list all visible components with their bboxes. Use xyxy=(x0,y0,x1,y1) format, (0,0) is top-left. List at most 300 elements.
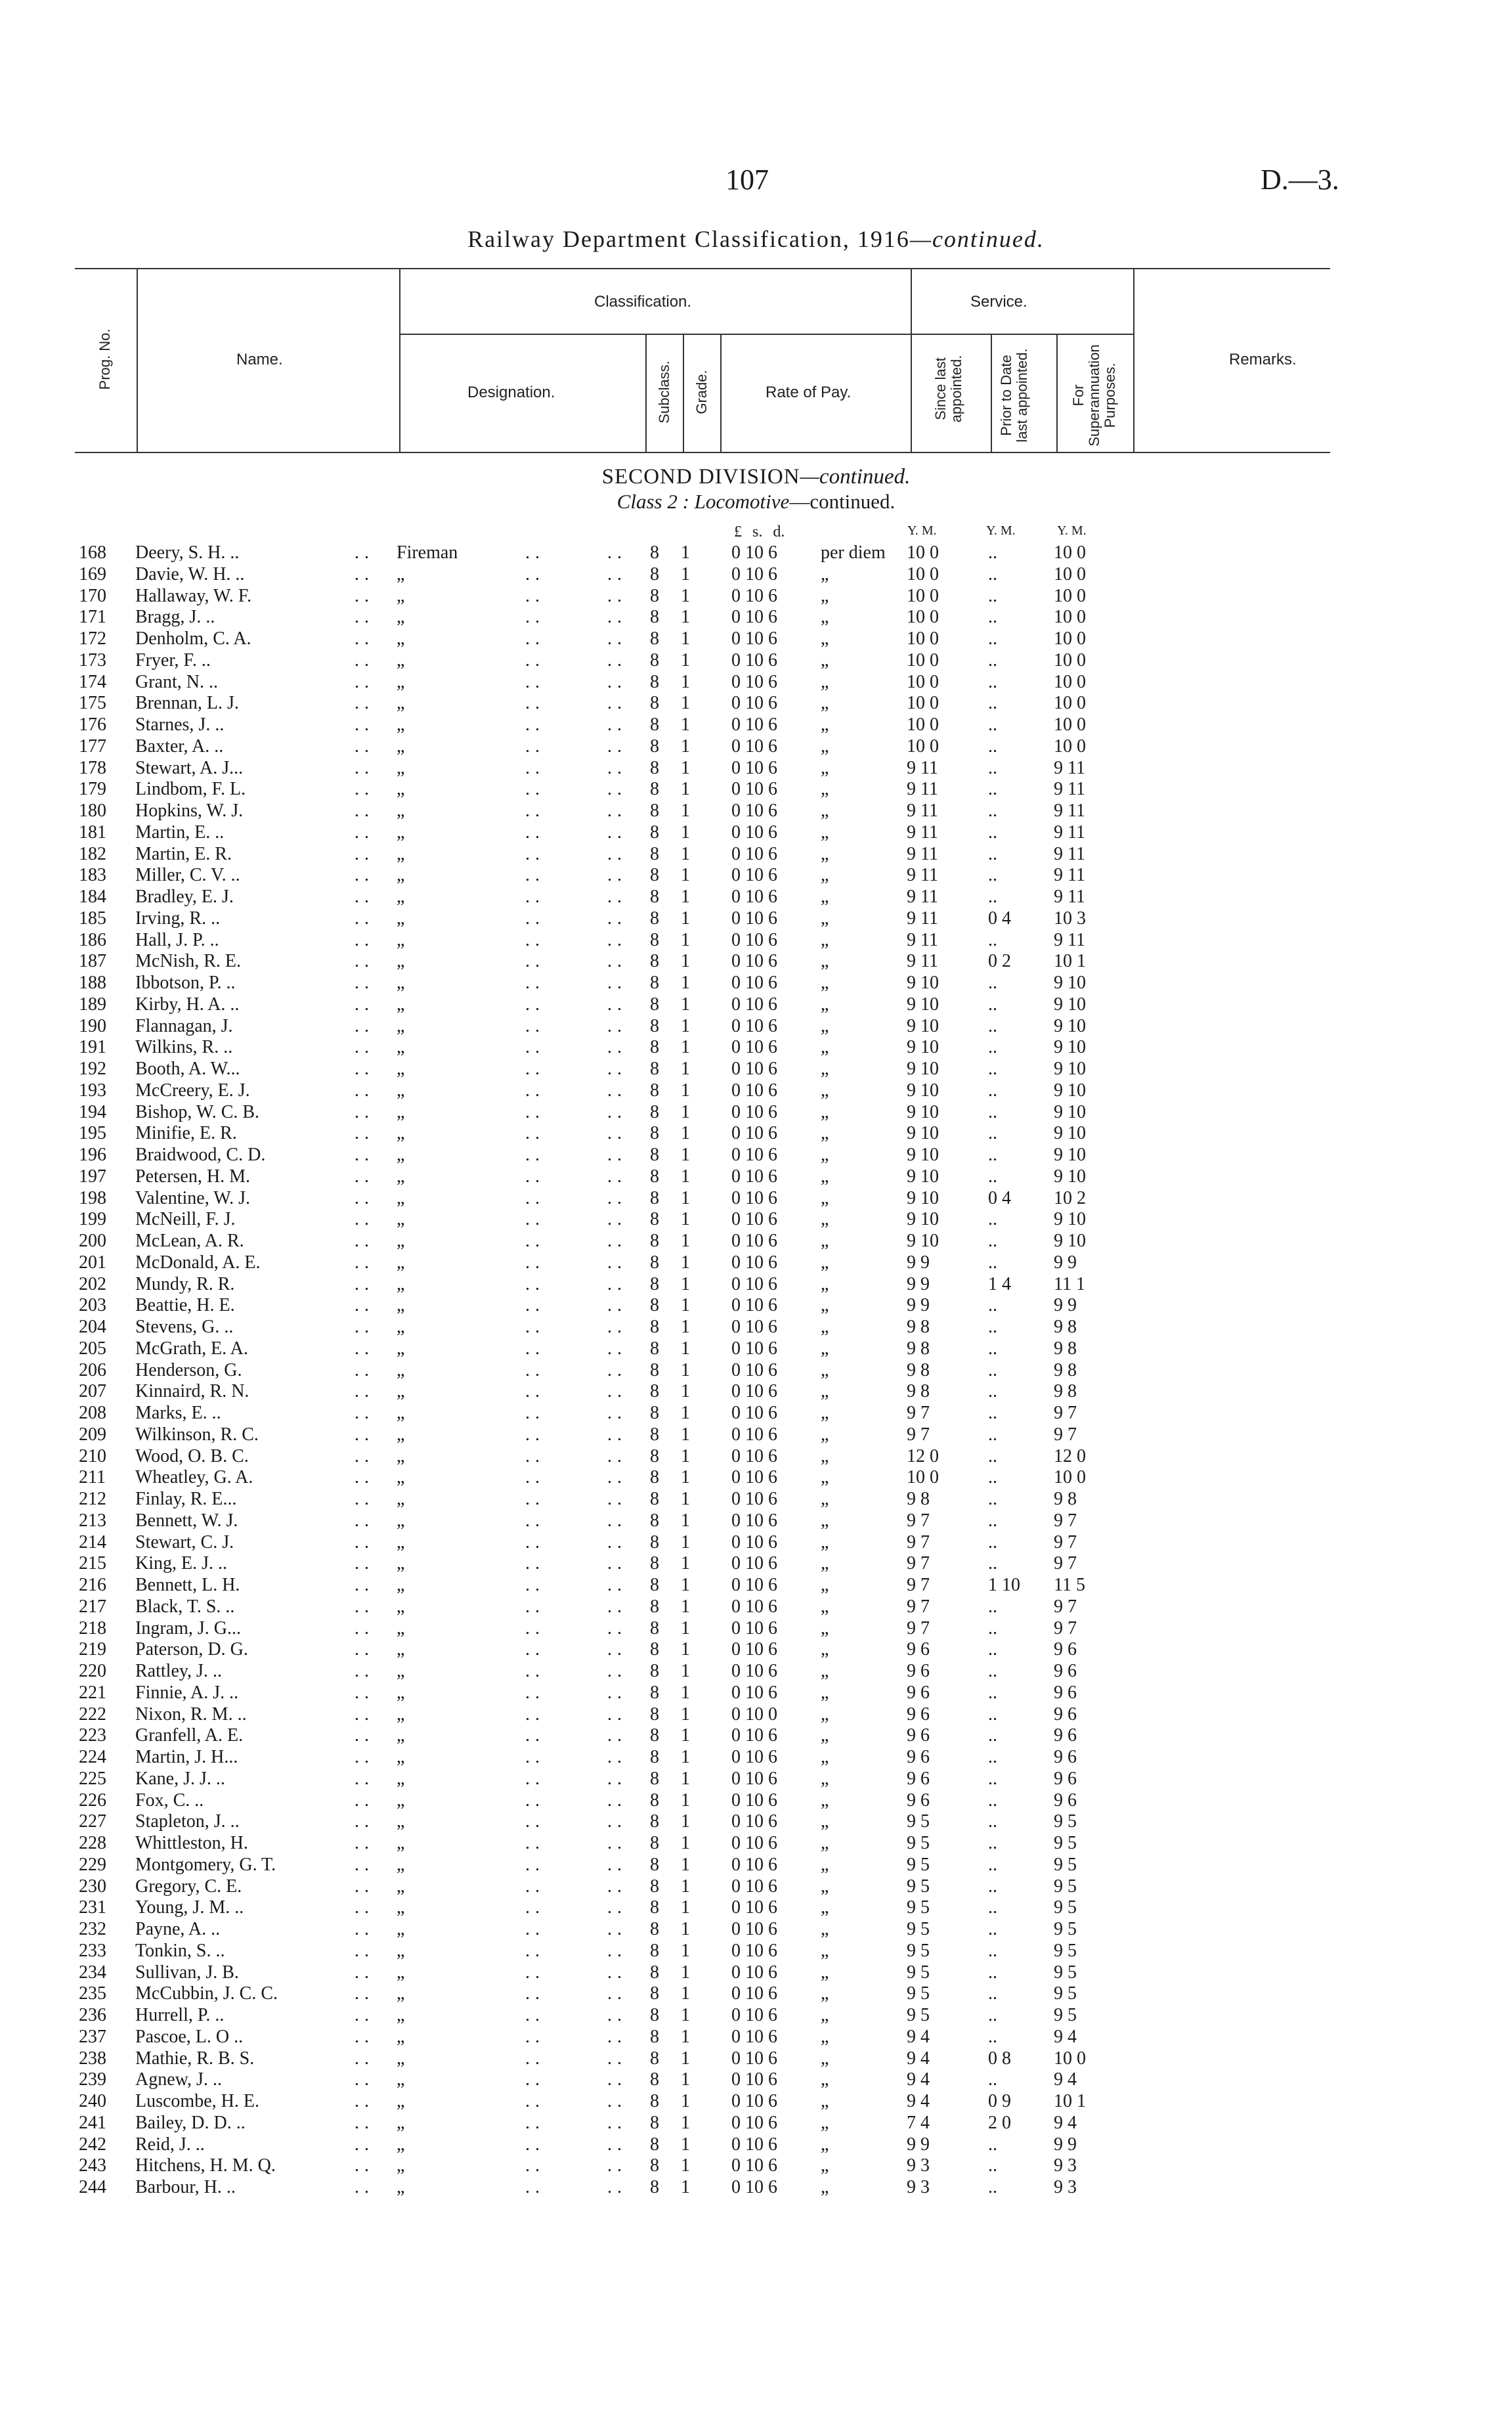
grade: 1 xyxy=(681,1209,690,1230)
service-since-last: 9 5 xyxy=(907,1833,930,1853)
col-divider xyxy=(1133,268,1134,452)
table-row xyxy=(0,1188,1512,1210)
leader-dots: .. xyxy=(525,1790,545,1811)
leader-dots: .. xyxy=(607,649,627,671)
leader-dots: .. xyxy=(355,1187,374,1208)
name: Kinnaird, R. N. xyxy=(135,1381,249,1402)
service-since-last: 9 5 xyxy=(907,1876,930,1897)
leader-dots: .. xyxy=(355,843,374,864)
leader-dots: .. xyxy=(607,1919,627,1939)
leader-dots: .. xyxy=(355,2091,374,2111)
designation: „ xyxy=(397,994,405,1015)
table-row xyxy=(0,1037,1512,1059)
service-superannuation: 9 9 xyxy=(1054,2134,1077,2155)
prog-no: 205 xyxy=(79,1338,106,1359)
subclass: 8 xyxy=(650,1231,659,1251)
leader-dots: .. xyxy=(355,1596,374,1617)
rate-of-pay: 0 10 6 xyxy=(731,1617,777,1639)
designation: „ xyxy=(397,563,405,584)
leader-dots: .. xyxy=(525,1166,545,1187)
service-superannuation: 10 0 xyxy=(1054,585,1086,606)
leader-dots: .. xyxy=(607,2069,627,2090)
leader-dots: .. xyxy=(525,1252,545,1273)
pay-period: „ xyxy=(821,1747,829,1767)
designation: „ xyxy=(397,951,405,972)
leader-dots: .. xyxy=(607,1273,627,1294)
rate-of-pay: 0 10 0 xyxy=(731,1704,777,1725)
pay-period: „ xyxy=(821,671,829,692)
name: Minifie, E. R. xyxy=(135,1123,237,1144)
leader-dots: .. xyxy=(355,585,374,606)
rate-of-pay: 0 10 6 xyxy=(731,1639,777,1660)
rate-of-pay: 0 10 6 xyxy=(731,2091,777,2111)
table-row xyxy=(0,1467,1512,1489)
page-number: 107 xyxy=(725,164,769,196)
name: Luscombe, H. E. xyxy=(135,2091,259,2111)
pay-period: „ xyxy=(821,973,829,993)
leader-dots: .. xyxy=(607,1811,627,1832)
subclass: 8 xyxy=(650,2155,659,2176)
service-prior: .. xyxy=(988,542,997,563)
subclass: 8 xyxy=(650,1553,659,1574)
col-grade: Grade. xyxy=(693,370,710,414)
leader-dots: .. xyxy=(355,1101,374,1122)
grade: 1 xyxy=(681,649,690,671)
leader-dots: .. xyxy=(525,1833,545,1853)
service-superannuation: 9 7 xyxy=(1054,1553,1077,1574)
designation: „ xyxy=(397,1338,405,1359)
leader-dots: .. xyxy=(607,951,627,972)
leader-dots: .. xyxy=(355,865,374,886)
service-superannuation: 10 0 xyxy=(1054,542,1086,563)
leader-dots: .. xyxy=(355,2005,374,2025)
col-divider xyxy=(991,334,992,452)
rate-of-pay: 0 10 6 xyxy=(731,1424,777,1445)
grade: 1 xyxy=(681,1359,690,1380)
service-superannuation: 9 6 xyxy=(1054,1768,1077,1789)
leader-dots: .. xyxy=(355,1617,374,1639)
prog-no: 233 xyxy=(79,1940,106,1961)
grade: 1 xyxy=(681,1940,690,1961)
subclass: 8 xyxy=(650,736,659,757)
name: Bragg, J. .. xyxy=(135,607,215,628)
prog-no: 170 xyxy=(79,585,106,606)
rate-of-pay: 0 10 6 xyxy=(731,649,777,671)
table-row xyxy=(0,1016,1512,1038)
rate-of-pay: 0 10 6 xyxy=(731,2005,777,2025)
prog-no: 181 xyxy=(79,822,106,843)
service-since-last: 9 4 xyxy=(907,2048,930,2069)
leader-dots: .. xyxy=(525,1059,545,1079)
pay-period: „ xyxy=(821,1123,829,1144)
service-prior: .. xyxy=(988,1403,997,1423)
rate-of-pay: 0 10 6 xyxy=(731,1510,777,1531)
service-superannuation: 9 10 xyxy=(1054,1080,1086,1101)
table-row xyxy=(0,1941,1512,1962)
table-row xyxy=(0,908,1512,930)
grade: 1 xyxy=(681,1919,690,1939)
pay-period: „ xyxy=(821,2069,829,2090)
service-superannuation: 10 0 xyxy=(1054,715,1086,735)
service-prior: .. xyxy=(988,1768,997,1789)
leader-dots: .. xyxy=(607,1531,627,1552)
prog-no: 208 xyxy=(79,1403,106,1423)
name: Kane, J. J. .. xyxy=(135,1768,225,1789)
rate-of-pay: 0 10 6 xyxy=(731,2026,777,2047)
prog-no: 179 xyxy=(79,779,106,800)
rate-of-pay: 0 10 6 xyxy=(731,1661,777,1681)
leader-dots: .. xyxy=(525,1231,545,1251)
leader-dots: .. xyxy=(355,736,374,757)
leader-dots: .. xyxy=(355,1338,374,1359)
service-since-last: 9 6 xyxy=(907,1747,930,1767)
service-since-last: 9 11 xyxy=(907,865,938,886)
designation: „ xyxy=(397,1510,405,1531)
service-superannuation: 9 9 xyxy=(1054,1295,1077,1316)
prog-no: 226 xyxy=(79,1790,106,1811)
prog-no: 192 xyxy=(79,1059,106,1079)
service-superannuation: 9 10 xyxy=(1054,1123,1086,1144)
service-superannuation: 9 5 xyxy=(1054,1919,1077,1939)
rate-of-pay: 0 10 6 xyxy=(731,1317,777,1337)
name: Miller, C. V. .. xyxy=(135,865,240,886)
leader-dots: .. xyxy=(525,1424,545,1445)
service-since-last: 9 6 xyxy=(907,1639,930,1660)
grade: 1 xyxy=(681,607,690,628)
leader-dots: .. xyxy=(607,1962,627,1983)
subclass: 8 xyxy=(650,1768,659,1789)
service-prior: .. xyxy=(988,736,997,757)
leader-dots: .. xyxy=(525,801,545,821)
service-superannuation: 10 0 xyxy=(1054,671,1086,692)
leader-dots: .. xyxy=(525,671,545,692)
prog-no: 178 xyxy=(79,757,106,778)
service-since-last: 10 0 xyxy=(907,1467,939,1488)
pay-period: „ xyxy=(821,1962,829,1983)
leader-dots: .. xyxy=(607,1467,627,1488)
designation: „ xyxy=(397,1295,405,1316)
rate-of-pay: 0 10 6 xyxy=(731,1962,777,1983)
pay-period: „ xyxy=(821,951,829,972)
service-prior: .. xyxy=(988,1553,997,1574)
table-row xyxy=(0,1855,1512,1876)
subclass: 8 xyxy=(650,1101,659,1122)
grade: 1 xyxy=(681,994,690,1015)
rate-of-pay: 0 10 6 xyxy=(731,1252,777,1273)
leader-dots: .. xyxy=(525,607,545,628)
designation: „ xyxy=(397,1811,405,1832)
subclass: 8 xyxy=(650,585,659,606)
service-prior: .. xyxy=(988,1295,997,1316)
subclass: 8 xyxy=(650,1876,659,1897)
leader-dots: .. xyxy=(355,908,374,929)
pay-period: „ xyxy=(821,1983,829,2004)
table-row xyxy=(0,1381,1512,1403)
name: Wood, O. B. C. xyxy=(135,1445,249,1466)
service-superannuation: 9 5 xyxy=(1054,1833,1077,1853)
leader-dots: .. xyxy=(607,1747,627,1767)
leader-dots: .. xyxy=(525,649,545,671)
service-since-last: 9 8 xyxy=(907,1338,930,1359)
col-prog-no: Prog. No. xyxy=(97,328,113,390)
leader-dots: .. xyxy=(355,2048,374,2069)
table-row xyxy=(0,1489,1512,1510)
prog-no: 172 xyxy=(79,628,106,649)
rate-of-pay: 0 10 6 xyxy=(731,929,777,950)
grade: 1 xyxy=(681,2005,690,2025)
designation: „ xyxy=(397,1833,405,1853)
leader-dots: .. xyxy=(525,1876,545,1897)
designation: „ xyxy=(397,2091,405,2111)
subclass: 8 xyxy=(650,671,659,692)
name: Starnes, J. .. xyxy=(135,715,225,735)
grade: 1 xyxy=(681,2155,690,2176)
leader-dots: .. xyxy=(607,2026,627,2047)
prog-no: 241 xyxy=(79,2112,106,2133)
service-superannuation: 9 10 xyxy=(1054,1231,1086,1251)
service-prior: 0 8 xyxy=(988,2048,1011,2069)
rate-of-pay: 0 10 6 xyxy=(731,1768,777,1789)
service-since-last: 9 9 xyxy=(907,1273,930,1294)
service-since-last: 9 11 xyxy=(907,887,938,907)
leader-dots: .. xyxy=(355,1317,374,1337)
leader-dots: .. xyxy=(607,1295,627,1316)
service-superannuation: 9 6 xyxy=(1054,1639,1077,1660)
pay-period: „ xyxy=(821,1704,829,1725)
table-row xyxy=(0,1769,1512,1790)
prog-no: 200 xyxy=(79,1231,106,1251)
prog-no: 222 xyxy=(79,1704,106,1725)
leader-dots: .. xyxy=(525,757,545,778)
since-units: Y. M. xyxy=(907,523,937,538)
table-row xyxy=(0,758,1512,780)
service-since-last: 9 10 xyxy=(907,1015,939,1036)
leader-dots: .. xyxy=(607,1015,627,1036)
table-row xyxy=(0,2091,1512,2113)
rate-of-pay: 0 10 6 xyxy=(731,1015,777,1036)
service-since-last: 9 6 xyxy=(907,1725,930,1746)
rate-of-pay: 0 10 6 xyxy=(731,585,777,606)
designation: „ xyxy=(397,2048,405,2069)
leader-dots: .. xyxy=(607,1123,627,1144)
col-rate-of-pay: Rate of Pay. xyxy=(766,384,852,401)
pay-period: „ xyxy=(821,2155,829,2176)
table-row xyxy=(0,1897,1512,1919)
grade: 1 xyxy=(681,1273,690,1294)
service-since-last: 9 4 xyxy=(907,2091,930,2111)
service-prior: .. xyxy=(988,1059,997,1079)
pay-period: „ xyxy=(821,843,829,864)
leader-dots: .. xyxy=(607,1359,627,1380)
service-superannuation: 9 7 xyxy=(1054,1617,1077,1639)
service-prior: .. xyxy=(988,1489,997,1509)
designation: „ xyxy=(397,1725,405,1746)
prog-no: 214 xyxy=(79,1531,106,1552)
prog-no: 182 xyxy=(79,843,106,864)
table-row xyxy=(0,628,1512,650)
leader-dots: .. xyxy=(355,1704,374,1725)
designation: „ xyxy=(397,843,405,864)
subclass: 8 xyxy=(650,1639,659,1660)
rate-of-pay: 0 10 6 xyxy=(731,1403,777,1423)
subclass: 8 xyxy=(650,1445,659,1466)
grade: 1 xyxy=(681,1617,690,1639)
leader-dots: .. xyxy=(525,843,545,864)
leader-dots: .. xyxy=(607,1489,627,1509)
leader-dots: .. xyxy=(355,1639,374,1660)
designation: „ xyxy=(397,1747,405,1767)
service-prior: 0 2 xyxy=(988,951,1011,972)
leader-dots: .. xyxy=(355,929,374,950)
service-since-last: 9 7 xyxy=(907,1553,930,1574)
service-prior: .. xyxy=(988,1897,997,1918)
designation: „ xyxy=(397,1531,405,1552)
pay-period: „ xyxy=(821,994,829,1015)
prog-no: 230 xyxy=(79,1876,106,1897)
service-superannuation: 9 6 xyxy=(1054,1682,1077,1703)
prog-no: 213 xyxy=(79,1510,106,1531)
designation: „ xyxy=(397,1790,405,1811)
pay-period: „ xyxy=(821,1445,829,1466)
service-prior: .. xyxy=(988,1080,997,1101)
prog-no: 193 xyxy=(79,1080,106,1101)
designation: „ xyxy=(397,1381,405,1402)
leader-dots: .. xyxy=(355,1553,374,1574)
subclass: 8 xyxy=(650,865,659,886)
col-divider xyxy=(137,268,138,452)
table-row xyxy=(0,2177,1512,2199)
pay-period: „ xyxy=(821,908,829,929)
prog-no: 231 xyxy=(79,1897,106,1918)
service-prior: .. xyxy=(988,1123,997,1144)
col-service: Service. xyxy=(970,293,1027,311)
pay-period: „ xyxy=(821,1510,829,1531)
leader-dots: .. xyxy=(525,1080,545,1101)
service-prior: .. xyxy=(988,843,997,864)
rate-of-pay: 0 10 6 xyxy=(731,1059,777,1079)
grade: 1 xyxy=(681,1682,690,1703)
service-since-last: 10 0 xyxy=(907,693,939,714)
name: Martin, J. H... xyxy=(135,1747,238,1767)
subclass: 8 xyxy=(650,628,659,649)
name: Black, T. S. .. xyxy=(135,1596,235,1617)
service-since-last: 10 0 xyxy=(907,715,939,735)
leader-dots: .. xyxy=(355,1123,374,1144)
name: Bradley, E. J. xyxy=(135,887,234,907)
document-reference: D.—3. xyxy=(1261,164,1339,196)
service-superannuation: 9 11 xyxy=(1054,865,1085,886)
prog-no: 224 xyxy=(79,1747,106,1767)
leader-dots: .. xyxy=(607,1553,627,1574)
leader-dots: .. xyxy=(355,1983,374,2004)
table-row xyxy=(0,951,1512,973)
prog-no: 236 xyxy=(79,2005,106,2025)
service-prior: .. xyxy=(988,1531,997,1552)
service-superannuation: 10 0 xyxy=(1054,607,1086,628)
leader-dots: .. xyxy=(607,2091,627,2111)
rate-of-pay: 0 10 6 xyxy=(731,1725,777,1746)
leader-dots: .. xyxy=(355,1854,374,1875)
service-since-last: 9 4 xyxy=(907,2069,930,2090)
rate-of-pay: 0 10 6 xyxy=(731,1897,777,1918)
service-since-last: 10 0 xyxy=(907,671,939,692)
service-since-last: 9 8 xyxy=(907,1489,930,1509)
leader-dots: .. xyxy=(607,1596,627,1617)
leader-dots: .. xyxy=(525,973,545,993)
grade: 1 xyxy=(681,887,690,907)
subclass: 8 xyxy=(650,1962,659,1983)
service-prior: .. xyxy=(988,1381,997,1402)
name: Hurrell, P. .. xyxy=(135,2005,225,2025)
designation: „ xyxy=(397,649,405,671)
pay-period: „ xyxy=(821,1897,829,1918)
service-prior: .. xyxy=(988,607,997,628)
leader-dots: .. xyxy=(607,1940,627,1961)
service-prior: .. xyxy=(988,865,997,886)
service-superannuation: 9 7 xyxy=(1054,1531,1077,1552)
prog-no: 169 xyxy=(79,563,106,584)
service-superannuation: 9 10 xyxy=(1054,1145,1086,1165)
designation: „ xyxy=(397,628,405,649)
pay-period: „ xyxy=(821,1725,829,1746)
pay-period: „ xyxy=(821,1231,829,1251)
service-superannuation: 9 11 xyxy=(1054,779,1085,800)
service-prior: .. xyxy=(988,1940,997,1961)
service-prior: .. xyxy=(988,1145,997,1165)
service-since-last: 9 7 xyxy=(907,1575,930,1595)
leader-dots: .. xyxy=(355,1940,374,1961)
leader-dots: .. xyxy=(607,973,627,993)
rate-of-pay: 0 10 6 xyxy=(731,973,777,993)
leader-dots: .. xyxy=(607,1833,627,1853)
subclass: 8 xyxy=(650,2069,659,2090)
leader-dots: .. xyxy=(355,1811,374,1832)
service-superannuation: 9 10 xyxy=(1054,1015,1086,1036)
subclass: 8 xyxy=(650,2177,659,2197)
leader-dots: .. xyxy=(607,1876,627,1897)
designation: „ xyxy=(397,2026,405,2047)
grade: 1 xyxy=(681,2177,690,2197)
service-since-last: 9 10 xyxy=(907,1187,939,1208)
leader-dots: .. xyxy=(525,1037,545,1058)
subclass: 8 xyxy=(650,951,659,972)
prog-no: 242 xyxy=(79,2134,106,2155)
name: McCreery, E. J. xyxy=(135,1080,250,1101)
leader-dots: .. xyxy=(607,693,627,714)
leader-dots: .. xyxy=(355,671,374,692)
subclass: 8 xyxy=(650,607,659,628)
designation: „ xyxy=(397,2112,405,2133)
subclass: 8 xyxy=(650,1187,659,1208)
leader-dots: .. xyxy=(525,1145,545,1165)
name: Nixon, R. M. .. xyxy=(135,1704,247,1725)
name: Grant, N. .. xyxy=(135,671,218,692)
leader-dots: .. xyxy=(355,1209,374,1230)
leader-dots: .. xyxy=(607,2005,627,2025)
leader-dots: .. xyxy=(525,1209,545,1230)
pay-period: per diem xyxy=(821,542,886,563)
table-row xyxy=(0,1510,1512,1532)
grade: 1 xyxy=(681,1811,690,1832)
table-row xyxy=(0,2027,1512,2048)
service-prior: .. xyxy=(988,929,997,950)
leader-dots: .. xyxy=(355,1790,374,1811)
grade: 1 xyxy=(681,1639,690,1660)
leader-dots: .. xyxy=(355,1725,374,1746)
designation: „ xyxy=(397,1940,405,1961)
grade: 1 xyxy=(681,1403,690,1423)
subclass: 8 xyxy=(650,1682,659,1703)
